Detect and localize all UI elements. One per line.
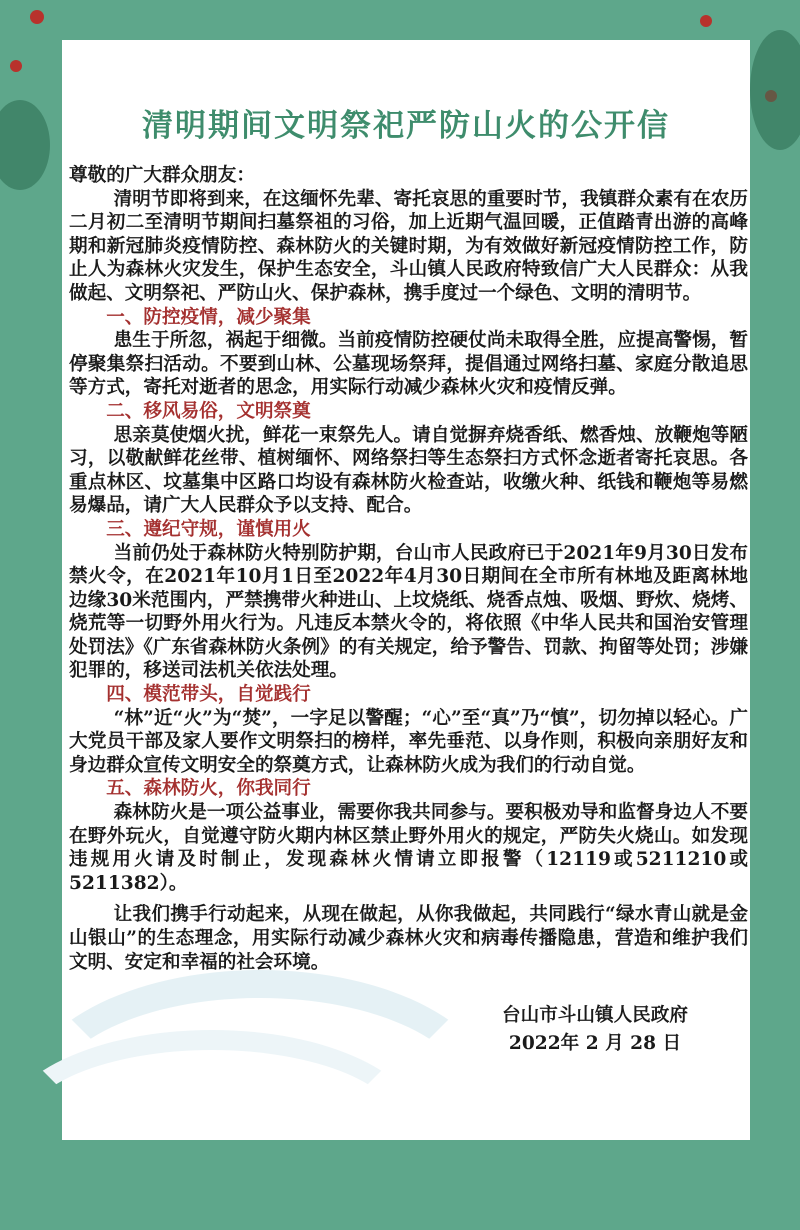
signature xyxy=(480,1002,710,1058)
berry-decoration xyxy=(30,10,44,24)
section-paragraph: 思亲莫使烟火扰，鲜花一束祭先人。请自觉摒弃烧香纸、燃香烛、放鞭炮等陋习，以敬献鲜花丝带、植树缅怀、网络祭扫等生态祭扫方式怀念逝者寄托哀思。各重点林区、坟墓集中区路口均设有森林防火检查站，收缴火种、纸钱和鞭炮等易燃易爆品，请广大人民群众予以支持、配合。 xyxy=(69,424,748,517)
section-heading: 五、森林防火，你我同行 xyxy=(106,778,311,800)
berry-decoration xyxy=(700,15,712,27)
berry-decoration xyxy=(10,60,22,72)
intro-paragraph: 清明节即将到来，在这缅怀先辈、寄托哀思的重要时节，我镇群众素有在农历二月初二至清明节期间扫墓祭祖的习俗，加上近期气温回暖，正值踏青出游的高峰期和新冠肺炎疫情防控、森林防火的关键时期，为有效做好新冠疫情防控工作，防止人为森林火灾发生，保护生态安全，斗山镇人民政府特致信广大人民群众：从我做起、文明祭祀、严防山火、保护森林，携手度过一个绿色、文明的清明节。 xyxy=(69,188,748,304)
section-paragraph: 当前仍处于森林防火特别防护期，台山市人民政府已于2021年9月30日发布禁火令，在2021年10月1日至2022年4月30日期间在全市所有林地及距离林地边缘30米范围内，严禁携带火种进山、上坟烧纸、烧香点烛、吸烟、野炊、烧烤、烧荒等一切野外用火行为。凡违反本禁火令的，将依照《中华人民共和国治安管理处罚法》《广东省森林防火条例》的有关规定，给予警告、罚款、拘留等处罚；涉嫌犯罪的，移送司法机关依法处理。 xyxy=(69,542,748,682)
greeting: 尊敬的广大群众朋友： xyxy=(69,165,255,186)
closing-paragraph: 让我们携手行动起来，从现在做起，从你我做起，共同践行“绿水青山就是金山银山”的生态理念，用实际行动减少森林火灾和病毒传播隐患，营造和维护我们文明、安定和幸福的社会环境。 xyxy=(69,904,748,973)
section-heading: 二、移风易俗，文明祭奠 xyxy=(106,400,311,422)
signature-org: 台山市斗山镇人民政府 xyxy=(502,1005,688,1026)
section-paragraph: 森林防火是一项公益事业，需要你我共同参与。要积极劝导和监督身边人不要在野外玩火，自觉遵守防火期内林区禁止野外用火的规定，严防失火烧山。如发现违规用火请及时制止，发现森林火情请立即报警（12119或5211210或5211382）。 xyxy=(69,802,748,894)
section-paragraph: 患生于所忽，祸起于细微。当前疫情防控硬仗尚未取得全胜，应提高警惕，暂停聚集祭扫活动。不要到山林、公墓现场祭拜，提倡通过网络扫墓、家庭分散追思等方式，寄托对逝者的思念，用实际行动减少森林火灾和疫情反弹。 xyxy=(69,330,748,399)
letter-body xyxy=(69,164,748,974)
section-heading: 三、遵纪守规，谨慎用火 xyxy=(106,518,311,540)
signature-date: 2022年 2 月 28 日 xyxy=(508,1033,682,1054)
leaf-decoration xyxy=(750,30,800,150)
section-heading: 一、防控疫情，减少聚集 xyxy=(106,306,311,328)
section-paragraph: “林”近“火”为“焚”，一字足以警醒；“心”至“真”乃“慎”，切勿掉以轻心。广大党员干部及家人要作文明祭扫的榜样，率先垂范、以身作则，积极向亲朋好友和身边群众宣传文明安全的祭奠方式，让森林防火成为我们的行动自觉。 xyxy=(69,707,748,776)
page-title: 清明期间文明祭祀严防山火的公开信 xyxy=(142,108,670,144)
wave-decoration xyxy=(2,1030,422,1230)
section-heading: 四、模范带头，自觉践行 xyxy=(106,684,311,706)
leaf-decoration xyxy=(0,100,50,190)
